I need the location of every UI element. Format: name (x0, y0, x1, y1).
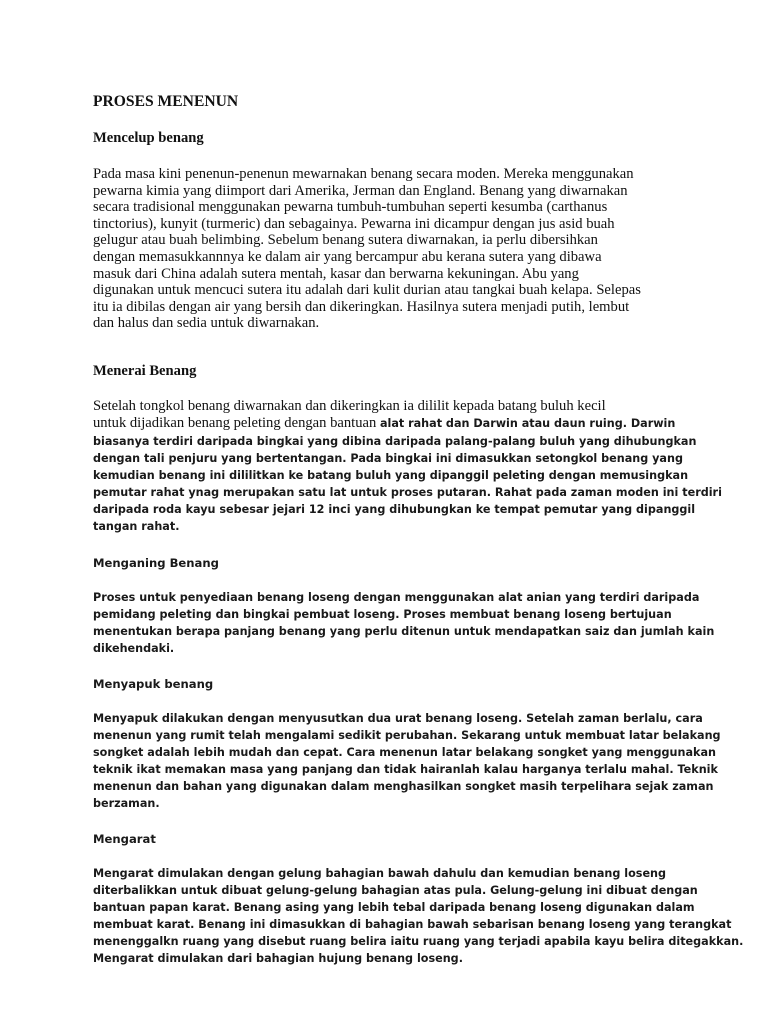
paragraph-line: membuat karat. Benang ini dimasukkan di bahagian bawah sebarisan benang loseng yang terangkat (93, 918, 732, 932)
paragraph-line: songket adalah lebih mudah dan cepat. Cara menenun latar belakang songket yang menggunakan (93, 746, 716, 760)
paragraph-line-mixed (93, 415, 693, 433)
paragraph-line: Menyapuk dilakukan dengan menyusutkan dua urat benang loseng. Setelah zaman berlalu, cara (93, 712, 703, 725)
paragraph-line: bantuan papan karat. Benang asing yang lebih tebal daripada benang loseng digunakan dalam (93, 901, 695, 915)
paragraph-mengarat (93, 865, 744, 968)
paragraph-line: Mengarat dimulakan dari bahagian hujung benang loseng. (93, 952, 463, 966)
paragraph-line: pewarna kimia yang diimport dari Amerika, Jerman dan England. Benang yang diwarnakan (93, 182, 628, 199)
paragraph-line: pemutar rahat ynag merupakan satu lat untuk proses putaran. Rahat pada zaman moden ini terdiri (93, 486, 722, 500)
paragraph-line: secara tradisional menggunakan pewarna tumbuh-tumbuhan seperti kesumba (carthanus (93, 199, 608, 216)
paragraph-line: menentukan berapa panjang benang yang perlu ditenun untuk mendapatkan saiz dan jumlah kain (93, 625, 715, 639)
paragraph-line: Pada masa kini penenun-penenun mewarnakan benang secara moden. Mereka menggunakan (93, 166, 634, 182)
paragraph-line: dengan tali penjuru yang bertentangan. Pada bingkai ini dimasukkan setongkol benang yang (93, 452, 683, 466)
paragraph-line: gelugur atau buah belimbing. Sebelum benang sutera diwarnakan, ia perlu dibersihkan (93, 232, 598, 249)
paragraph-line: dan halus dan sedia untuk diwarnakan. (93, 315, 320, 332)
paragraph-line: daripada roda kayu sebesar jejari 12 inci yang dihubungkan ke tempat pemutar yang dipanggil (93, 503, 696, 517)
paragraph-text-serif: untuk dijadikan benang peleting dengan bantuan (93, 414, 380, 431)
paragraph-line: menenun yang rumit telah mengalami sedikit perubahan. Sekarang untuk membuat latar belakang (93, 729, 721, 743)
paragraph-line: digunakan untuk mencuci sutera itu adalah dari kulit durian atau tangkai buah kelapa. Selepas (93, 282, 641, 299)
paragraph-line: Mengarat dimulakan dengan gelung bahagian bawah dahulu dan kemudian benang loseng (93, 867, 667, 880)
paragraph-menerai (93, 398, 693, 432)
paragraph-menerai-cont (93, 433, 722, 536)
section-heading-menyapuk: Menyapuk benang (93, 677, 214, 691)
paragraph-line: itu ia dibilas dengan air yang bersih dan dikeringkan. Hasilnya sutera menjadi putih, lembut (93, 298, 630, 315)
paragraph-line: Setelah tongkol benang diwarnakan dan dikeringkan ia dililit kepada batang buluh kecil (93, 398, 606, 414)
paragraph-line: Proses untuk penyediaan benang loseng dengan menggunakan alat anian yang terdiri daripada (93, 591, 700, 604)
paragraph-line: biasanya terdiri daripada bingkai yang dibina daripada palang-palang buluh yang dihubungkan (93, 435, 697, 448)
section-heading-mencelup: Mencelup benang (93, 130, 204, 146)
section-heading-mengarat: Mengarat (93, 832, 156, 846)
page-title: PROSES MENENUN (93, 93, 239, 110)
paragraph-menyapuk (93, 710, 721, 813)
paragraph-line: menenun dan bahan yang digunakan dalam menghasilkan songket masih terpelihara sejak zaman (93, 780, 714, 794)
paragraph-line: teknik ikat memakan masa yang panjang dan tidak hairanlah kalau harganya terlalu mahal. Teknik (93, 763, 718, 777)
paragraph-line: menenggalkn ruang yang disebut ruang belira iaitu ruang yang terjadi apabila kayu belira ditegakkan. (93, 935, 744, 949)
paragraph-line: tinctorius), kunyit (turmeric) dan sebagainya. Pewarna ini dicampur dengan jus asid buah (93, 215, 615, 232)
paragraph-line: dengan memasukkannnya ke dalam air yang bercampur abu kerana sutera yang dibawa (93, 248, 602, 265)
paragraph-line: dikehendaki. (93, 642, 175, 656)
paragraph-line: diterbalikkan untuk dibuat gelung-gelung bahagian atas pula. Gelung-gelung ini dibuat dengan (93, 884, 698, 898)
paragraph-line: berzaman. (93, 797, 160, 811)
paragraph-mencelup (93, 166, 693, 332)
paragraph-line: pemidang peleting dan bingkai pembuat loseng. Proses membuat benang loseng bertujuan (93, 608, 672, 622)
paragraph-line: kemudian benang ini dililitkan ke batang buluh yang dipanggil peleting dengan memusingkan (93, 469, 689, 483)
paragraph-line: tangan rahat. (93, 520, 180, 534)
paragraph-line: masuk dari China adalah sutera mentah, kasar dan berwarna kekuningan. Abu yang (93, 265, 579, 282)
paragraph-text-sans: alat rahat dan Darwin atau daun ruing. Darwin (379, 416, 676, 430)
section-heading-menganing: Menganing Benang (93, 556, 219, 570)
section-heading-menerai: Menerai Benang (93, 363, 197, 379)
paragraph-menganing (93, 589, 715, 657)
